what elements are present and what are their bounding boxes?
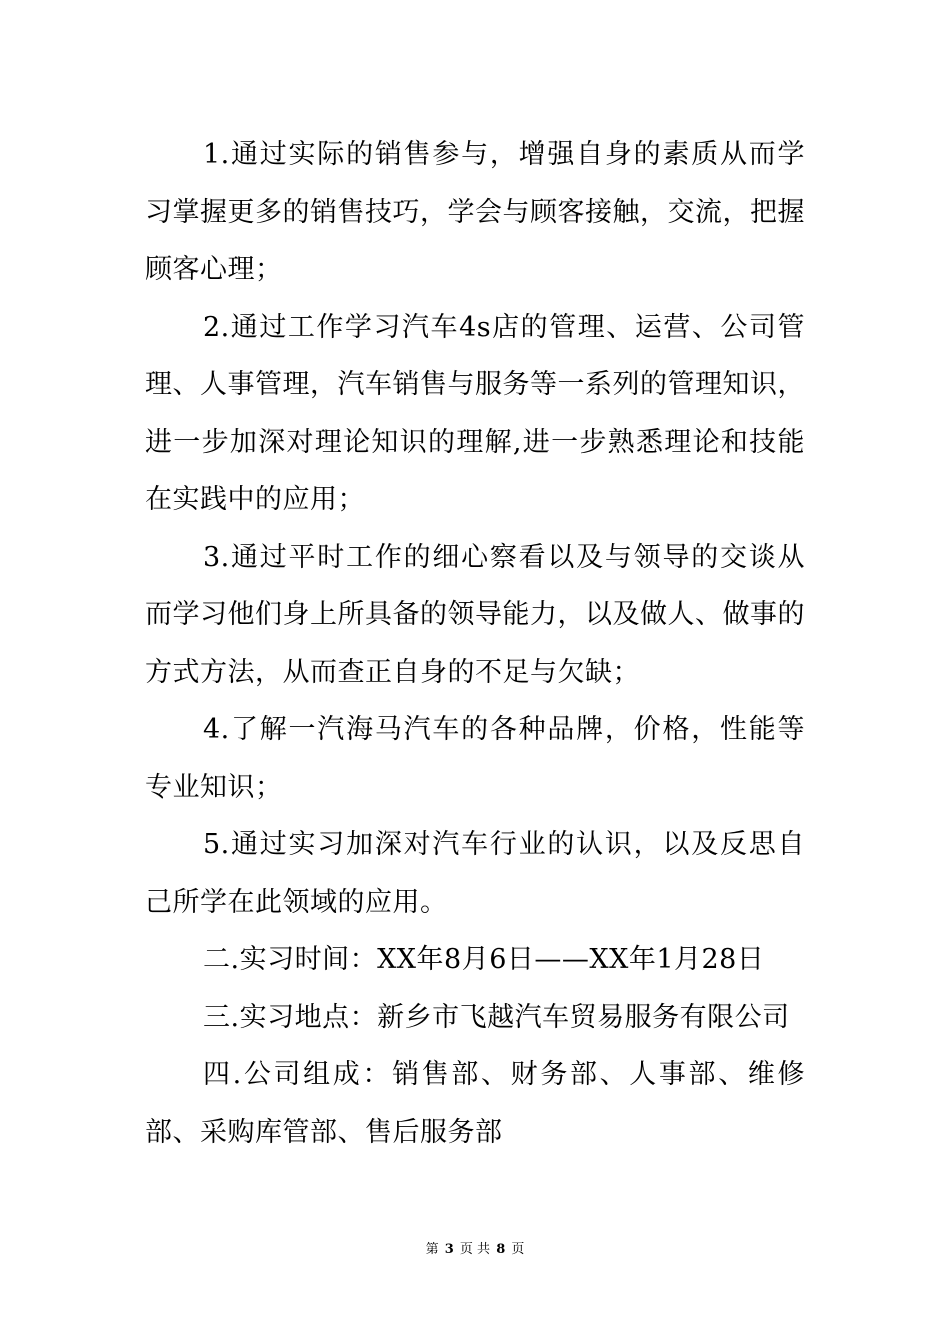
paragraph-objective-4: 4.了解一汽海马汽车的各种品牌，价格，性能等专业知识； <box>145 714 805 803</box>
paragraph-company-structure: 四.公司组成：销售部、财务部、人事部、维修部、采购库管部、售后服务部 <box>145 1059 805 1148</box>
footer-prefix: 第 <box>425 1242 439 1257</box>
paragraph-internship-time: 二.实习时间：XX年8月6日——XX年1月28日 <box>203 944 765 975</box>
page-footer <box>0 1242 950 1258</box>
paragraph-objective-5: 5.通过实习加深对汽车行业的认识，以及反思自己所学在此领域的应用。 <box>145 829 805 918</box>
paragraph-objective-3: 3.通过平时工作的细心察看以及与领导的交谈从而学习他们身上所具备的领导能力，以及做人、做事的方式方法，从而查正自身的不足与欠缺； <box>145 541 805 688</box>
footer-total-pages: 8 <box>496 1242 506 1257</box>
document-body <box>145 126 805 1161</box>
paragraph-objective-1: 1.通过实际的销售参与，增强自身的素质从而学习掌握更多的销售技巧，学会与顾客接触，交流，把握顾客心理； <box>145 139 805 285</box>
paragraph-internship-location: 三.实习地点：新乡市飞越汽车贸易服务有限公司 <box>203 1001 790 1033</box>
footer-middle: 页 共 <box>459 1242 491 1257</box>
footer-current-page: 3 <box>444 1242 454 1257</box>
footer-suffix: 页 <box>511 1242 525 1257</box>
paragraph-objective-2: 2.通过工作学习汽车4s店的管理、运营、公司管理、人事管理，汽车销售与服务等一系列的管理知识，进一步加深对理论知识的理解,进一步熟悉理论和技能在实践中的应用； <box>145 311 805 515</box>
